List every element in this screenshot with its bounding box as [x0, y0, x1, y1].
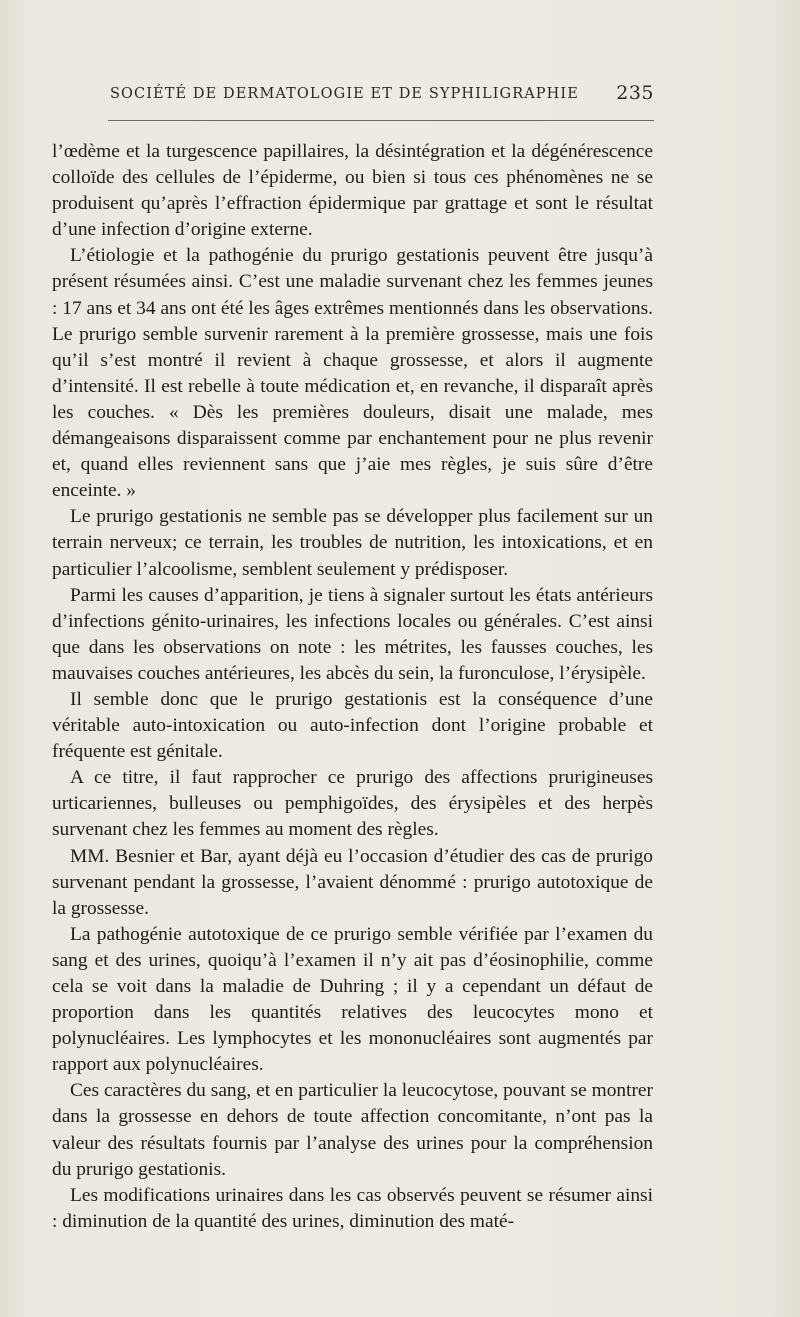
- paragraph: L’étiologie et la pathogénie du prurigo gestationis peuvent être jusqu’à présent résumées ainsi. C’est une maladie survenant chez les femmes jeunes : 17 ans et 34 ans ont été les âges extrêmes mentionnés dans les observations. Le prurigo semble survenir rarement à la première grossesse, mais une fois qu’il s’est montré il revient à chaque grossesse, et alors il augmente d’intensité. Il est rebelle à toute médication et, en revanche, il disparaît après les couches. « Dès les premières douleurs, disait une malade, mes démangeaisons disparaissent comme par enchantement pour ne plus revenir et, quand elles reviennent sans que j’aie mes règles, je suis sûre d’être enceinte. »: [52, 245, 653, 502]
- paragraph: MM. Besnier et Bar, ayant déjà eu l’occasion d’étudier des cas de prurigo survenant pendant la grossesse, l’avaient dénommé : prurigo autotoxique de la grossesse.: [52, 845, 653, 919]
- paragraph: Ces caractères du sang, et en particulier la leucocytose, pouvant se montrer dans la grossesse en dehors de toute affection concomitante, n’ont pas la valeur des résultats fournis par l’analyse des urines pour la compréhension du prurigo gestationis.: [52, 1080, 653, 1180]
- paragraph: Parmi les causes d’apparition, je tiens à signaler surtout les états antérieurs d’infections génito-urinaires, les infections locales ou générales. C’est ainsi que dans les observations on note : les métrites, les fausses couches, les mauvaises couches antérieures, les abcès du sein, la furonculose, l’érysipèle.: [52, 584, 653, 684]
- page-header: [108, 82, 654, 108]
- running-title: SOCIÉTÉ DE DERMATOLOGIE ET DE SYPHILIGRAPHIE: [110, 86, 579, 102]
- paragraph: Il semble donc que le prurigo gestationis est la conséquence d’une véritable auto-intoxication ou auto-infection dont l’origine probable et fréquente est génitale.: [52, 688, 653, 763]
- page-number: 235: [616, 82, 654, 104]
- header-rule: [108, 120, 654, 121]
- paragraph: l’œdème et la turgescence papillaires, la désintégration et la dégénérescence colloïde des cellules de l’épiderme, ou bien si tous ces phénomènes ne se produisent qu’après l’effraction épidermique par grattage et sont le résultat d’une infection d’origine externe.: [52, 141, 653, 241]
- paragraph: A ce titre, il faut rapprocher ce prurigo des affections prurigineuses urticariennes, bulleuses ou pemphigoïdes, des érysipèles et des herpès survenant chez les femmes au moment des règles.: [52, 767, 653, 841]
- paragraph: Les modifications urinaires dans les cas observés peuvent se résumer ainsi : diminution de la quantité des urines, diminution des maté-: [52, 1184, 653, 1232]
- body-text: [52, 139, 653, 1235]
- paragraph: Le prurigo gestationis ne semble pas se développer plus facilement sur un terrain nerveux; ce terrain, les troubles de nutrition, les intoxications, et en particulier l’alcoolisme, semblent seulement y prédisposer.: [52, 506, 653, 580]
- paragraph: La pathogénie autotoxique de ce prurigo semble vérifiée par l’examen du sang et des urines, quoiqu’à l’examen il n’y ait pas d’éosinophilie, comme cela se voit dans la maladie de Duhring ; il y a cependant un défaut de proportion dans les quantités relatives des leucocytes mono et polynucléaires. Les lymphocytes et les mononucléaires sont augmentés par rapport aux polynucléaires.: [52, 923, 653, 1076]
